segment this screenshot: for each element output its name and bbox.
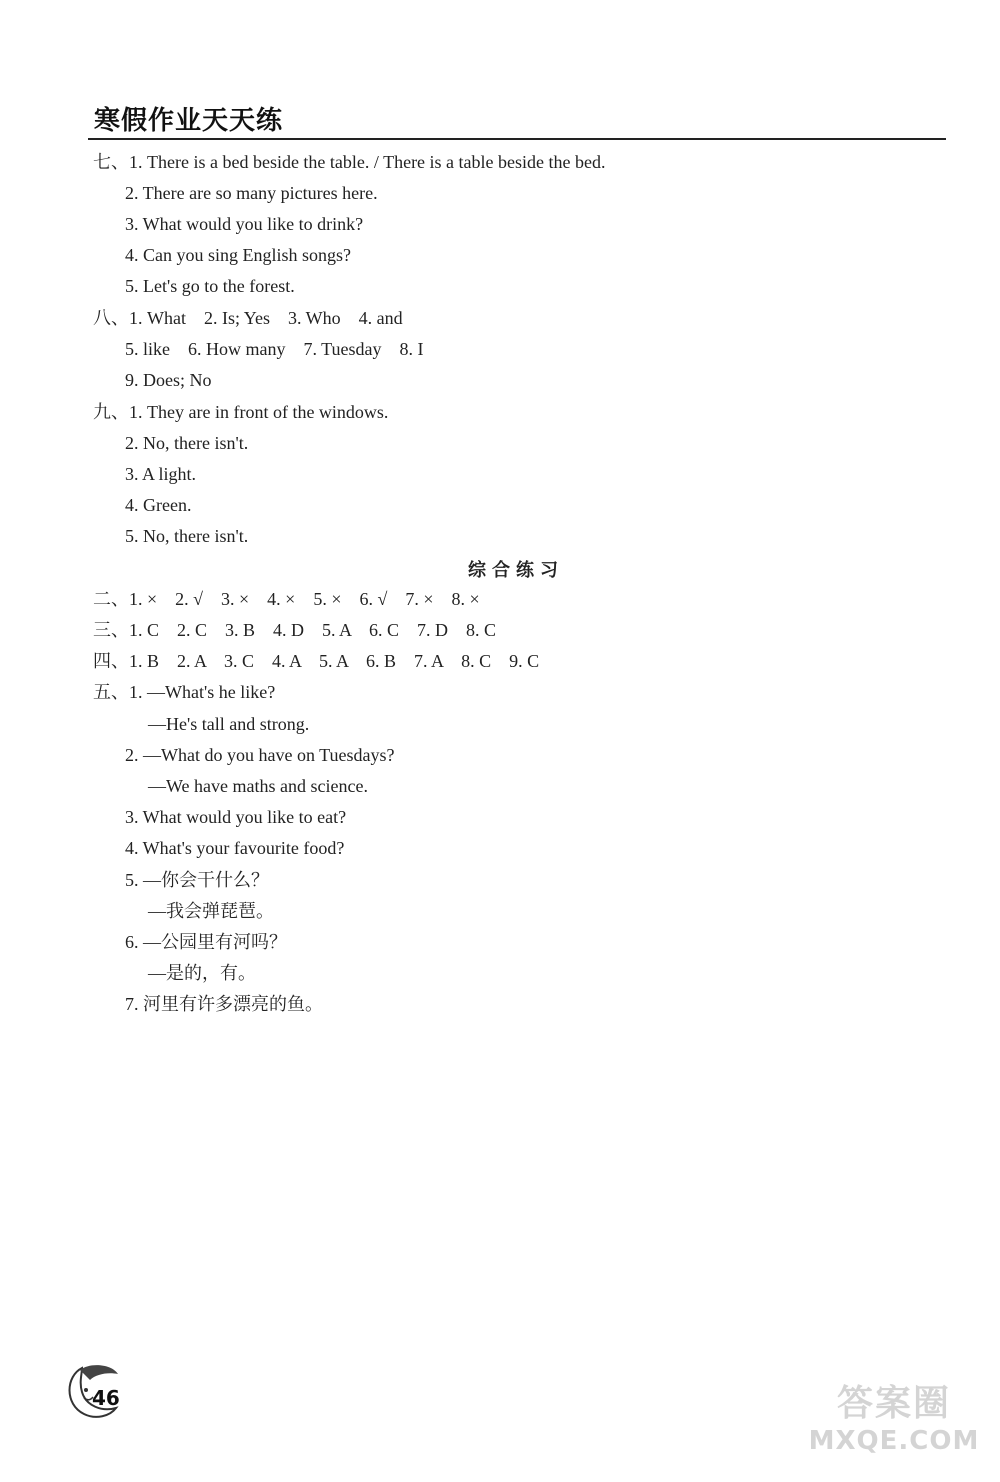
book-title: 寒假作业天天练 <box>94 106 284 136</box>
answer-line: —我会弹琵琶。 <box>148 901 274 921</box>
page-number-badge <box>62 1360 138 1420</box>
answer-line: 6. —公园里有河吗？ <box>125 932 287 952</box>
answer-line: 3. A light. <box>125 464 197 484</box>
answer-line: 四、1. B 2. A 3. C 4. A 5. A 6. B 7. A 8. C 9. C <box>93 651 540 671</box>
answer-line: 九、1. They are in front of the windows. <box>93 402 389 422</box>
header-divider <box>88 138 946 140</box>
watermark-url: MXQE.COM <box>808 1426 980 1456</box>
answer-line: 5. No, there isn't. <box>125 526 249 546</box>
answer-line: 5. —你会干什么？ <box>125 870 269 890</box>
answer-line: 3. What would you like to drink? <box>125 214 364 234</box>
answer-line: 5. like 6. How many 7. Tuesday 8. I <box>125 339 424 359</box>
answer-line: 2. —What do you have on Tuesdays? <box>125 745 395 765</box>
answer-line: 3. What would you like to eat? <box>125 807 347 827</box>
answer-line: 4. Green. <box>125 495 192 515</box>
answer-line: 4. What's your favourite food? <box>125 838 345 858</box>
answer-line: 三、1. C 2. C 3. B 4. D 5. A 6. C 7. D 8. C <box>93 620 497 640</box>
answer-line: 八、1. What 2. Is; Yes 3. Who 4. and <box>93 308 403 328</box>
answer-line: 4. Can you sing English songs? <box>125 245 352 265</box>
answer-line: —是的，有。 <box>148 963 256 983</box>
watermark <box>804 1382 984 1472</box>
section-title: 综合练习 <box>468 560 564 581</box>
watermark-title: 答案圈 <box>836 1383 951 1424</box>
answer-line: 7. 河里有许多漂亮的鱼。 <box>125 994 323 1014</box>
answer-line: —We have maths and science. <box>148 776 368 796</box>
answer-line: 2. No, there isn't. <box>125 433 249 453</box>
answer-line: 9. Does; No <box>125 370 212 390</box>
answer-line: 五、1. —What's he like? <box>93 682 276 702</box>
answer-line: 5. Let's go to the forest. <box>125 276 295 296</box>
answer-line: —He's tall and strong. <box>148 714 310 734</box>
answer-line: 2. There are so many pictures here. <box>125 183 378 203</box>
answer-line: 二、1. × 2. √ 3. × 4. × 5. × 6. √ 7. × 8. × <box>93 589 480 609</box>
page-number: 46 <box>92 1386 120 1410</box>
answer-line: 七、1. There is a bed beside the table. / There is a table beside the bed. <box>93 152 606 172</box>
